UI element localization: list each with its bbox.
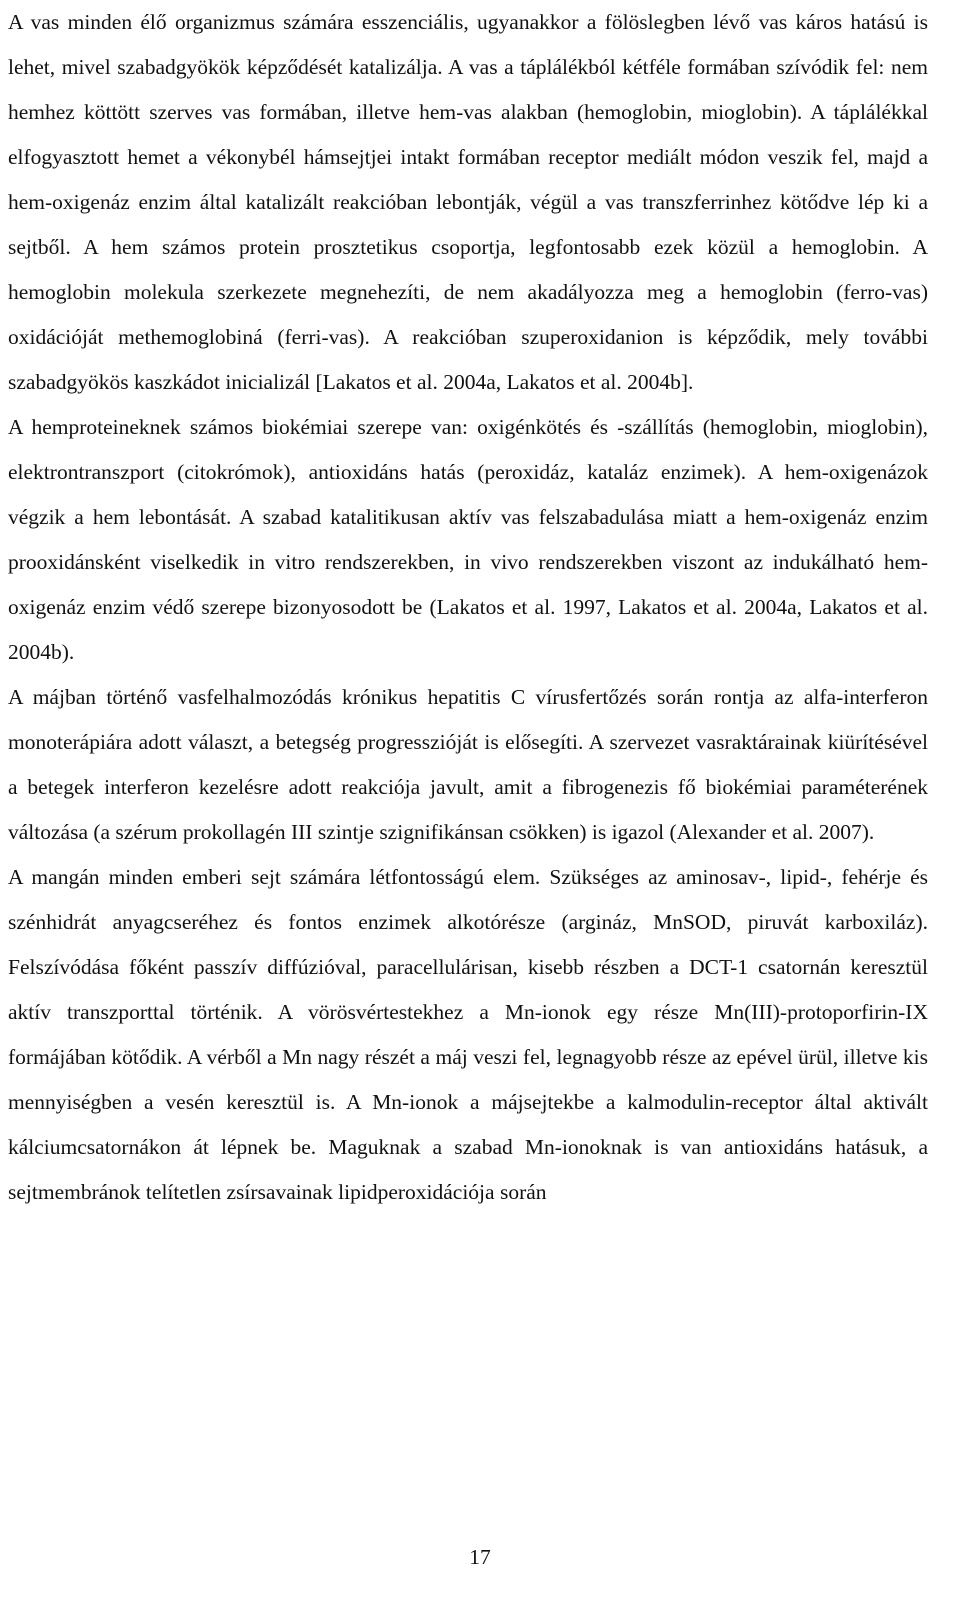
paragraph-manganese: A mangán minden emberi sejt számára létfontosságú elem. Szükséges az aminosav-, lipid-, fehérje és szénhidrát anyagcseréhez és fontos enzimek alkotórésze (argináz, MnSOD, piruvát karboxiláz). Felszívódása főként passzív diffúzióval, paracellulárisan, kisebb részben a DCT-1 csatornán keresztül aktív transzporttal történik. A vörösvértestekhez a Mn-ionok egy része Mn(III)-protoporfirin-IX formájában kötődik. A vérből a Mn nagy részét a máj veszi fel, legnagyobb része az epével ürül, illetve kis mennyiségben a vesén keresztül is. A Mn-ionok a májsejtekbe a kalmodulin-receptor által aktivált kálciumcsatornákon át lépnek be. Maguknak a szabad Mn-ionoknak is van antioxidáns hatásuk, a sejtmembránok telítetlen zsírsavainak lipidperoxidációja során [8,865,928,1204]
document-body [8,0,928,1215]
paragraph-hemoproteins: A hemproteineknek számos biokémiai szerepe van: oxigénkötés és -szállítás (hemoglobin, mioglobin), elektrontranszport (citokrómok), antioxidáns hatás (peroxidáz, kataláz enzimek). A hem-oxigenázok végzik a hem lebontását. A szabad katalitikusan aktív vas felszabadulása miatt a hem-oxigenáz enzim prooxidánsként viselkedik in vitro rendszerekben, in vivo rendszerekben viszont az indukálható hem-oxigenáz enzim védő szerepe bizonyosodott be (Lakatos et al. 1997, Lakatos et al. 2004a, Lakatos et al. 2004b). [8,415,928,664]
page-number: 17 [469,1545,491,1569]
paragraph-hepatitis-c: A májban történő vasfelhalmozódás krónikus hepatitis C vírusfertőzés során rontja az alfa-interferon monoterápiára adott választ, a betegség progresszióját is elősegíti. A szervezet vasraktárainak kiürítésével a betegek interferon kezelésre adott reakciója javult, amit a fibrogenezis fő biokémiai paraméterének változása (a szérum prokollagén III szintje szignifikánsan csökken) is igazol (Alexander et al. 2007). [8,685,928,844]
paragraph-iron-intro: A vas minden élő organizmus számára esszenciális, ugyanakkor a fölöslegben lévő vas káros hatású is lehet, mivel szabadgyökök képződését katalizálja. A vas a táplálékból kétféle formában szívódik fel: nem hemhez köttött szerves vas formában, illetve hem-vas alakban (hemoglobin, mioglobin). A táplálékkal elfogyasztott hemet a vékonybél hámsejtjei intakt formában receptor mediált módon veszik fel, majd a hem-oxigenáz enzim által katalizált reakcióban lebontják, végül a vas transzferrinhez kötődve lép ki a sejtből. A hem számos protein prosztetikus csoportja, legfontosabb ezek közül a hemoglobin. A hemoglobin molekula szerkezete megnehezíti, de nem akadályozza meg a hemoglobin (ferro-vas) oxidációját methemoglobiná (ferri-vas). A reakcióban szuperoxidanion is képződik, mely további szabadgyökös kaszkádot inicializál [Lakatos et al. 2004a, Lakatos et al. 2004b]. [8,10,928,394]
